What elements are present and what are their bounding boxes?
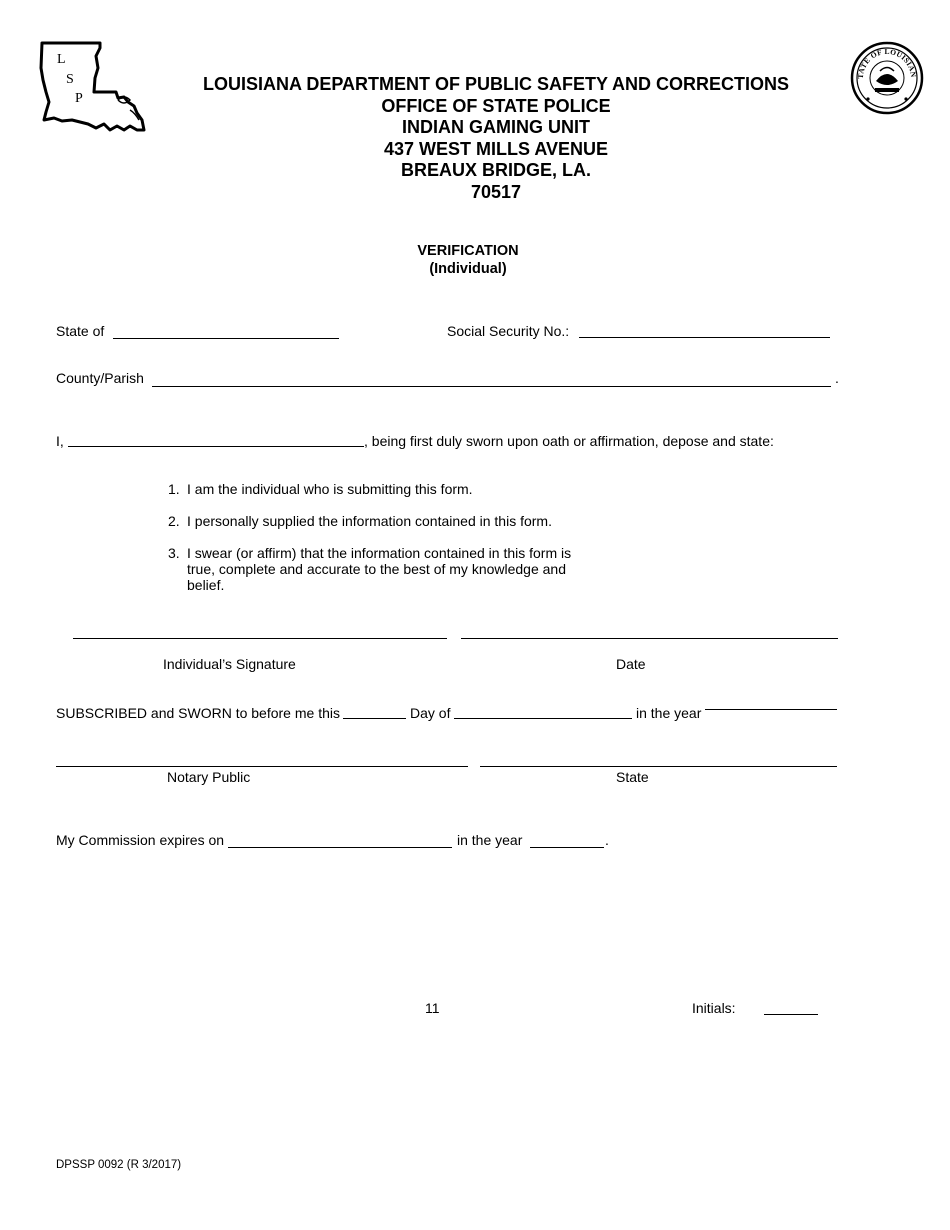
- logo-letter-l: L: [57, 52, 66, 67]
- title-sub: (Individual): [429, 261, 507, 277]
- sworn-year-field[interactable]: [705, 709, 837, 710]
- svg-text:STATE OF LOUISIANA: [850, 41, 918, 79]
- sworn-month-field[interactable]: [454, 718, 632, 719]
- affiant-name-field[interactable]: [68, 446, 364, 447]
- county-parish-field[interactable]: [152, 386, 831, 387]
- notary-state-label: State: [616, 769, 649, 785]
- header-line-zip: 70517: [470, 181, 522, 202]
- statement-text: I swear (or affirm) that the information contained in this form is true, complete and accurate to the best of my knowledge and belief.: [187, 545, 572, 593]
- logo-letter-s: S: [66, 72, 74, 87]
- ssn-label: Social Security No.:: [447, 323, 570, 339]
- lsp-logo: [38, 40, 146, 134]
- commission-year-label: in the year: [457, 832, 523, 848]
- agency-header: [150, 74, 842, 203]
- county-parish-label: County/Parish: [56, 370, 144, 386]
- notary-state-field[interactable]: [480, 766, 837, 767]
- statement-number: 1.: [168, 481, 180, 497]
- page-number: 11: [425, 1000, 440, 1016]
- initials-label: Initials:: [692, 1000, 736, 1016]
- sworn-day-field[interactable]: [343, 718, 406, 719]
- form-code: DPSSP 0092 (R 3/2017): [56, 1159, 182, 1171]
- day-of-label: Day of: [410, 705, 451, 721]
- commission-date-field[interactable]: [228, 847, 452, 848]
- statement-text: I personally supplied the information contained in this form.: [187, 513, 552, 529]
- header-line-department: LOUISIANA DEPARTMENT OF PUBLIC SAFETY AND CORRECTIONS: [202, 74, 789, 94]
- subscribed-prefix: SUBSCRIBED and SWORN to before me this: [56, 705, 340, 721]
- seal-text: TATE OF LOUISIAN: [855, 46, 919, 79]
- affiant-prefix: I,: [56, 433, 64, 449]
- statement-number: 3.: [168, 545, 180, 561]
- state-of-label: State of: [56, 323, 105, 339]
- statement-number: 2.: [168, 513, 180, 529]
- notary-public-label: Notary Public: [167, 769, 251, 785]
- form-title: [300, 242, 636, 278]
- notary-public-field[interactable]: [56, 766, 468, 767]
- header-line-unit: INDIAN GAMING UNIT: [402, 117, 590, 137]
- header-line-address: 437 WEST MILLS AVENUE: [383, 138, 609, 159]
- commission-year-field[interactable]: [530, 847, 604, 848]
- ssn-field[interactable]: [579, 337, 830, 338]
- initials-field[interactable]: [764, 1014, 818, 1015]
- date-label: Date: [616, 656, 646, 672]
- louisiana-outline-icon: [38, 40, 146, 134]
- individual-signature-field[interactable]: [73, 638, 447, 639]
- logo-letter-p: P: [75, 91, 83, 106]
- title-main: VERIFICATION: [417, 243, 519, 259]
- affiant-statement: , being first duly sworn upon oath or affirmation, depose and state:: [364, 433, 774, 449]
- header-line-office: OFFICE OF STATE POLICE: [381, 95, 611, 116]
- signature-label: Individual’s Signature: [163, 656, 296, 672]
- header-line-city: BREAUX BRIDGE, LA.: [400, 160, 591, 180]
- state-of-field[interactable]: [113, 338, 339, 339]
- state-seal-icon: [850, 41, 924, 115]
- state-seal: [850, 41, 924, 115]
- county-parish-period: .: [835, 370, 839, 386]
- statement-text: I am the individual who is submitting this form.: [187, 481, 473, 497]
- signature-date-field[interactable]: [461, 638, 838, 639]
- sworn-year-label: in the year: [636, 705, 702, 721]
- commission-label: My Commission expires on: [56, 832, 225, 848]
- commission-period: .: [605, 832, 609, 848]
